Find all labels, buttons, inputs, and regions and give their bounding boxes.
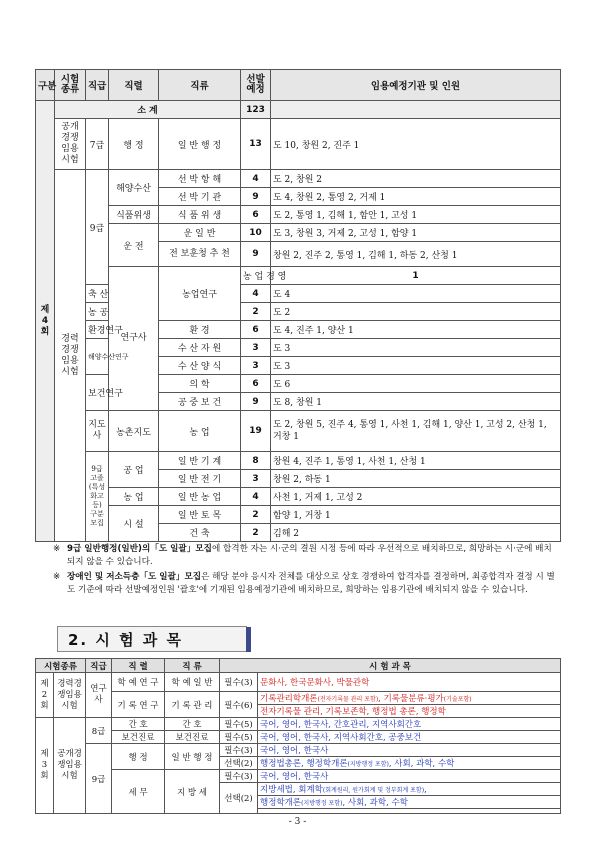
req-cell: 필수(5) bbox=[220, 718, 258, 731]
req-cell: 선택(2) bbox=[220, 757, 258, 770]
note-1-text: 에 합격한 자는 시·군의 결원 시정 등에 따라 우선적으로 배치하므로, 희망하는 시·군에 배치되지 않을 수 있습니다. bbox=[67, 544, 552, 567]
series-cell: 해양수산연구 bbox=[86, 339, 109, 375]
researcher-label: 연구사 bbox=[109, 267, 159, 411]
series-cell: 농 업 bbox=[109, 488, 159, 506]
planned-count: 6 bbox=[241, 375, 271, 393]
planned-count: 4 bbox=[241, 285, 271, 303]
agency-cell: 창원 4, 진주 1, 통영 1, 사천 1, 산청 1 bbox=[271, 452, 561, 470]
subject-text: , 기록물분류·평가 bbox=[378, 694, 444, 704]
planned-count: 19 bbox=[241, 411, 271, 452]
series-cell: 간 호 bbox=[112, 718, 165, 731]
grade-label: 7급 bbox=[86, 119, 109, 170]
planned-count: 1 bbox=[271, 267, 561, 285]
series-cell: 세 무 bbox=[112, 770, 165, 814]
table-row bbox=[36, 488, 561, 506]
series-cell: 운 전 bbox=[109, 224, 159, 267]
subject-text: 국어, 영어, 한국사, 지역사회간호, 공중보건 bbox=[260, 733, 422, 743]
subjects-cell: 전자기록물 관리, 기록보존학, 행정법 총론, 행정학 bbox=[258, 705, 561, 718]
spacer-cell bbox=[258, 809, 561, 814]
agency-cell: 창원 2, 진주 2, 통영 1, 김해 1, 하동 2, 산청 1 bbox=[271, 242, 561, 267]
planned-count: 10 bbox=[241, 224, 271, 242]
series-cell: 농업연구 bbox=[159, 267, 241, 321]
agency-cell: 도 6 bbox=[271, 375, 561, 393]
req-cell: 필수(3) bbox=[220, 770, 258, 783]
header-class: 직류 bbox=[159, 70, 241, 101]
recruitment-table bbox=[35, 69, 561, 542]
agency-cell: 도 3 bbox=[271, 357, 561, 375]
agency-cell: 도 4, 진주 1, 양산 1 bbox=[271, 321, 561, 339]
header-exam-type: 시험종류 bbox=[55, 70, 86, 101]
round-label: 제4회 bbox=[36, 101, 55, 542]
agency-cell: 창원 2, 하동 1 bbox=[271, 470, 561, 488]
subjects-cell bbox=[258, 783, 561, 796]
planned-count: 9 bbox=[241, 188, 271, 206]
agency-cell: 도 3 bbox=[271, 339, 561, 357]
planned-count: 8 bbox=[241, 452, 271, 470]
class-cell: 기 록 관 리 bbox=[165, 692, 220, 718]
class-cell: 농 업 bbox=[159, 411, 241, 452]
subject-note: (전자기록물 관리 포함) bbox=[317, 696, 379, 703]
subject-text: 행정법총론, 행정학개론 bbox=[260, 759, 348, 769]
req-cell: 필수(6) bbox=[220, 692, 258, 718]
grade-label: 연구사 bbox=[86, 673, 112, 718]
career-exam-label: 경력경쟁임용시험 bbox=[55, 170, 86, 542]
grade-label: 8급 bbox=[86, 718, 112, 744]
subtotal-label: 소 계 bbox=[55, 101, 241, 119]
agency-cell: 도 4, 창원 2, 통영 2, 거제 1 bbox=[271, 188, 561, 206]
series-cell: 기 록 연 구 bbox=[112, 692, 165, 718]
class-cell: 건 축 bbox=[159, 524, 241, 542]
table-row bbox=[36, 731, 561, 744]
series-cell: 보건연구 bbox=[86, 375, 109, 411]
round-label: 제3회 bbox=[36, 718, 54, 814]
series-cell: 학 예 연 구 bbox=[112, 673, 165, 692]
agency-cell: 도 2, 통영 1, 김해 1, 함안 1, 고성 1 bbox=[271, 206, 561, 224]
agency-cell: 사천 1, 거제 1, 고성 2 bbox=[271, 488, 561, 506]
note-1 bbox=[53, 543, 557, 569]
header-class: 직 류 bbox=[165, 659, 220, 673]
table-row bbox=[36, 119, 561, 170]
header-planned: 선발예정 bbox=[241, 70, 271, 101]
class-cell: 환 경 bbox=[159, 321, 241, 339]
planned-count: 6 bbox=[241, 206, 271, 224]
agency-cell: 도 2, 창원 2 bbox=[271, 170, 561, 188]
agency-cell: 도 4 bbox=[271, 285, 561, 303]
series-cell: 행 정 bbox=[112, 744, 165, 770]
header-category: 구분 bbox=[36, 70, 55, 101]
exam-type-label: 공개경쟁임용시험 bbox=[54, 718, 86, 814]
exam-subjects-table bbox=[35, 658, 561, 814]
class-cell: 식 품 위 생 bbox=[159, 206, 241, 224]
note-2 bbox=[53, 571, 557, 597]
agency-cell: 도 8, 창원 1 bbox=[271, 393, 561, 411]
agency-cell: 도 2, 창원 5, 진주 4, 통영 1, 사천 1, 김해 1, 양산 1, 고성 2, 산청 1, 거창 1 bbox=[271, 411, 561, 452]
planned-count: 9 bbox=[241, 393, 271, 411]
round-label: 제2회 bbox=[36, 673, 54, 718]
table-header-row bbox=[36, 70, 561, 101]
note-mark: ※ bbox=[53, 572, 61, 582]
planned-count: 2 bbox=[241, 524, 271, 542]
class-cell: 수 산 양 식 bbox=[159, 357, 241, 375]
header-subjects: 시 험 과 목 bbox=[220, 659, 561, 673]
planned-count: 4 bbox=[241, 488, 271, 506]
table-row bbox=[36, 411, 561, 452]
class-cell: 일 반 행 정 bbox=[165, 744, 220, 770]
class-cell: 농 공 bbox=[86, 303, 109, 321]
agency-cell: 도 2 bbox=[271, 303, 561, 321]
table-row bbox=[36, 206, 561, 224]
note-2-bold: 장애인 및 저소득층「도 일괄」모집 bbox=[67, 572, 202, 582]
class-cell: 일 반 농 업 bbox=[159, 488, 241, 506]
subjects-cell: 국어, 영어, 한국사, 간호관리, 지역사회간호 bbox=[258, 718, 561, 731]
class-cell: 수 산 자 원 bbox=[159, 339, 241, 357]
subject-text: , bbox=[424, 785, 427, 795]
planned-count: 3 bbox=[241, 470, 271, 488]
note-2-text: 은 해당 분야 응시자 전체를 대상으로 상호 경쟁하여 합격자를 결정하며, 최종합격자 결정 시 별도 기준에 따라 선발예정인원 '괄호'에 기재된 임용예정기관에 배치하므로, 희망하는 임용기관에 배치되지 않을 수 있습니다. bbox=[67, 572, 555, 595]
series-cell: 행 정 bbox=[109, 119, 159, 170]
series-cell: 공 업 bbox=[109, 452, 159, 488]
req-cell: 필수(5) bbox=[220, 731, 258, 744]
series-cell: 농촌지도 bbox=[109, 411, 159, 452]
class-cell: 의 학 bbox=[159, 375, 241, 393]
table-row bbox=[36, 506, 561, 524]
req-cell: 필수(3) bbox=[220, 673, 258, 692]
header-grade: 직급 bbox=[86, 659, 112, 673]
subjects-cell: 국어, 영어, 한국사 bbox=[258, 744, 561, 757]
agency-cell: 도 3, 창원 3, 거제 2, 고성 1, 함양 1 bbox=[271, 224, 561, 242]
series-cell: 보건진료 bbox=[112, 731, 165, 744]
agency-cell: 함양 1, 거창 1 bbox=[271, 506, 561, 524]
subjects-cell bbox=[258, 731, 561, 744]
class-cell: 농 업 경 영 bbox=[241, 267, 271, 285]
header-exam-type: 시험종류 bbox=[36, 659, 86, 673]
table-row bbox=[36, 452, 561, 470]
subjects-cell bbox=[258, 757, 561, 770]
grade-label: 9급 bbox=[86, 744, 112, 814]
table-row bbox=[36, 718, 561, 731]
grade9-hs-label: 9급 고졸 (특성화고 등) 구분 모집 bbox=[86, 452, 109, 542]
header-series: 직 렬 bbox=[112, 659, 165, 673]
open-exam-label: 공개경쟁임용시험 bbox=[55, 119, 86, 170]
req-cell: 필수(3) bbox=[220, 744, 258, 757]
subtotal-value: 123 bbox=[241, 101, 271, 119]
subject-note: (지방행정 포함) bbox=[347, 761, 389, 768]
table-row bbox=[36, 692, 561, 705]
planned-count: 3 bbox=[241, 339, 271, 357]
class-cell: 일 반 행 정 bbox=[159, 119, 241, 170]
agency-cell: 김해 2 bbox=[271, 524, 561, 542]
subject-text: 행정학개론 bbox=[260, 798, 302, 808]
req-cell: 선택(2) bbox=[220, 783, 258, 814]
subtotal-row bbox=[36, 101, 561, 119]
table-row bbox=[36, 170, 561, 188]
agency-cell: 도 10, 창원 2, 진주 1 bbox=[271, 119, 561, 170]
subject-text: 지방세법, 회계학 bbox=[260, 785, 323, 795]
table-row bbox=[36, 673, 561, 692]
subject-text: 기록관리학개론 bbox=[260, 694, 318, 704]
series-cell: 시 설 bbox=[109, 506, 159, 542]
exam-type-label: 경력경쟁임용시험 bbox=[54, 673, 86, 718]
subject-note: (회계원리, 원가회계 및 정부회계 포함) bbox=[322, 787, 425, 794]
page-number: - 3 - bbox=[288, 817, 307, 827]
subject-text: , 사회, 과학, 수학 bbox=[388, 759, 455, 769]
grade-label: 9급 bbox=[86, 170, 109, 285]
table-row bbox=[36, 744, 561, 757]
advisor-label: 지도사 bbox=[86, 411, 109, 452]
class-cell: 간 호 bbox=[165, 718, 220, 731]
header-series: 직렬 bbox=[109, 70, 159, 101]
subjects-cell bbox=[258, 796, 561, 809]
planned-count: 2 bbox=[241, 506, 271, 524]
class-cell: 공 중 보 건 bbox=[159, 393, 241, 411]
subjects-cell: 문화사, 한국문화사, 박물관학 bbox=[258, 673, 561, 692]
table-row bbox=[36, 224, 561, 242]
series-cell: 환경연구 bbox=[86, 321, 109, 339]
planned-count: 2 bbox=[241, 303, 271, 321]
table-row bbox=[36, 770, 561, 783]
planned-count: 13 bbox=[241, 119, 271, 170]
subjects-cell bbox=[258, 692, 561, 705]
subjects-cell: 국어, 영어, 한국사 bbox=[258, 770, 561, 783]
planned-count: 4 bbox=[241, 170, 271, 188]
subject-note: (지방행정 포함) bbox=[301, 800, 343, 807]
class-cell: 선 박 기 관 bbox=[159, 188, 241, 206]
class-cell: 일 반 토 목 bbox=[159, 506, 241, 524]
planned-count: 6 bbox=[241, 321, 271, 339]
table-row bbox=[36, 267, 561, 285]
section-title: 2. 시 험 과 목 bbox=[68, 631, 183, 649]
class-cell: 일 반 기 계 bbox=[159, 452, 241, 470]
class-cell: 보건진료 bbox=[165, 731, 220, 744]
subject-text: , 사회, 과학, 수학 bbox=[342, 798, 408, 808]
section-heading bbox=[57, 626, 247, 652]
subject-note: (기술포함) bbox=[443, 696, 472, 703]
section-accent-bar bbox=[246, 627, 251, 652]
planned-count: 9 bbox=[241, 242, 271, 267]
note-mark: ※ bbox=[53, 544, 61, 554]
header-grade: 직급 bbox=[86, 70, 109, 101]
header-agency: 임용예정기관 및 인원 bbox=[271, 70, 561, 101]
class-cell: 축 산 bbox=[86, 285, 109, 303]
class-cell: 선 박 항 해 bbox=[159, 170, 241, 188]
class-cell: 전 보훈청 추 천 bbox=[159, 242, 241, 267]
series-cell: 식품위생 bbox=[109, 206, 159, 224]
class-cell: 운 일 반 bbox=[159, 224, 241, 242]
class-cell: 지 방 세 bbox=[165, 770, 220, 814]
class-cell: 학 예 일 반 bbox=[165, 673, 220, 692]
table-header-row bbox=[36, 659, 561, 673]
class-cell: 일 반 전 기 bbox=[159, 470, 241, 488]
planned-count: 3 bbox=[241, 357, 271, 375]
series-cell: 해양수산 bbox=[109, 170, 159, 206]
note-1-bold: 9급 일반행정(일반)의「도 일괄」모집 bbox=[67, 544, 212, 554]
